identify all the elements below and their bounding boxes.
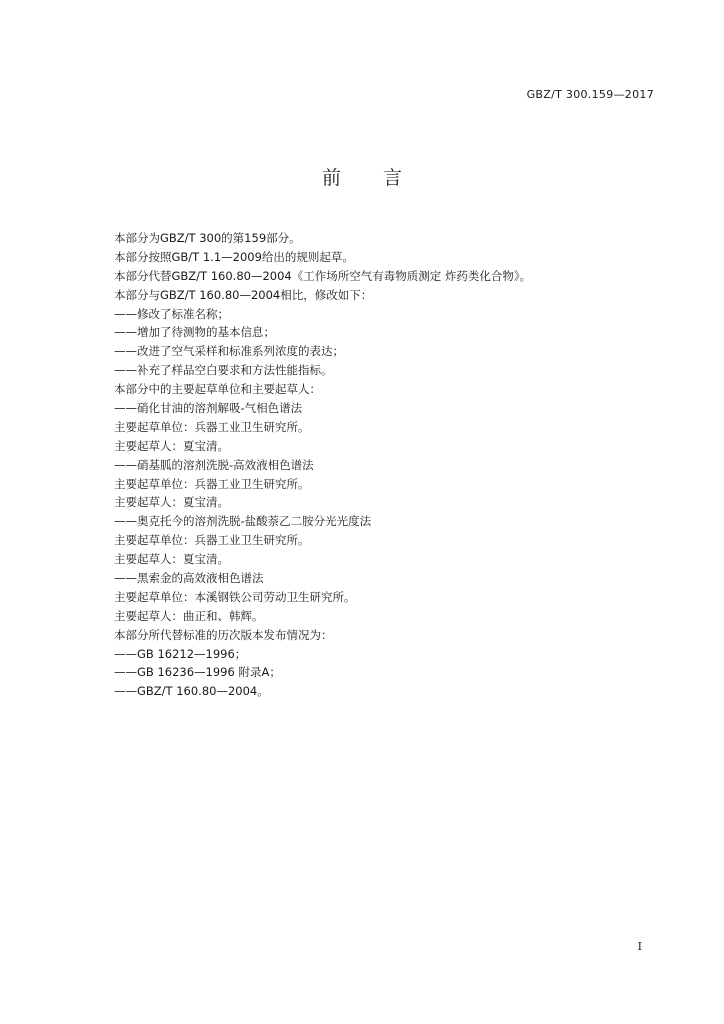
text-line: 主要起草单位：兵器工业卫生研究所。	[114, 476, 310, 491]
text-line: ——增加了待测物的基本信息；	[114, 325, 275, 340]
foreword-body	[114, 229, 664, 701]
text-line: ——黑索金的高效液相色谱法	[114, 571, 264, 586]
text-line: 本部分中的主要起草单位和主要起草人：	[114, 382, 321, 397]
text-line: 主要起草人：曲正和、韩辉。	[114, 608, 264, 623]
text-line: 本部分按照GB/T 1.1—2009给出的规则起草。	[114, 249, 354, 264]
title-char-2: 言	[383, 167, 403, 189]
text-line: ——硝基胍的溶剂洗脱-高效液相色谱法	[114, 457, 314, 472]
text-line: ——GB 16236—1996 附录A；	[114, 665, 281, 680]
text-line: ——修改了标准名称；	[114, 306, 229, 321]
text-line: ——GB 16212—1996；	[114, 646, 247, 661]
text-line: ——补充了样品空白要求和方法性能指标。	[114, 363, 333, 378]
page-title	[0, 163, 724, 190]
title-char-1: 前	[321, 167, 341, 189]
document-code: GBZ/T 300.159—2017	[526, 88, 654, 101]
text-line: ——奥克托今的溶剂洗脱-盐酸萘乙二胺分光光度法	[114, 514, 372, 529]
text-line: 主要起草单位：本溪钢铁公司劳动卫生研究所。	[114, 589, 356, 604]
text-line: 主要起草单位：兵器工业卫生研究所。	[114, 419, 310, 434]
text-line: 主要起草人：夏宝清。	[114, 552, 229, 567]
text-line: ——GBZ/T 160.80—2004。	[114, 684, 269, 699]
text-line: ——硝化甘油的溶剂解吸-气相色谱法	[114, 401, 303, 416]
text-line: 主要起草人：夏宝清。	[114, 438, 229, 453]
text-line: 主要起草人：夏宝清。	[114, 495, 229, 510]
text-line: 本部分为GBZ/T 300的第159部分。	[114, 231, 301, 245]
text-line: 主要起草单位：兵器工业卫生研究所。	[114, 533, 310, 548]
text-line: ——改进了空气采样和标准系列浓度的表达；	[114, 344, 344, 359]
text-line: 本部分所代替标准的历次版本发布情况为：	[114, 627, 333, 642]
text-line: 本部分代替GBZ/T 160.80—2004《工作场所空气有毒物质测定 炸药类化合物》。	[114, 268, 532, 283]
page-number: I	[637, 940, 642, 953]
text-line: 本部分与GBZ/T 160.80—2004相比，修改如下：	[114, 287, 373, 302]
